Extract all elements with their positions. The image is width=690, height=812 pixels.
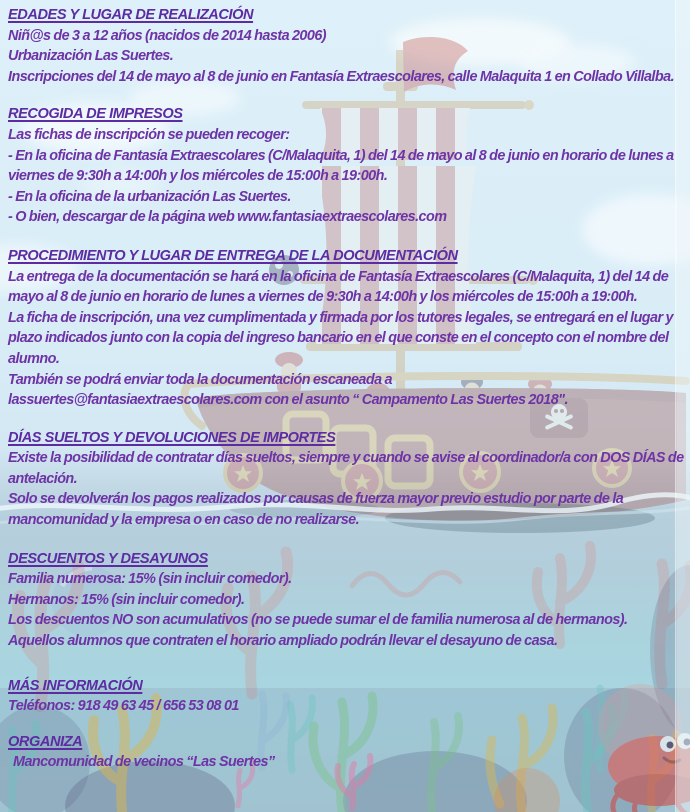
paragraph: Los descuentos NO son acumulativos (no se puede sumar el de familia numerosa al de hermanos). [8, 612, 628, 629]
paragraph-website: - O bien, descargar de la página web www.fantasiaextraescolares.com [8, 209, 447, 226]
section-heading: EDADES Y LUGAR DE REALIZACIÓN [8, 7, 254, 23]
section-heading: RECOGIDA DE IMPRESOS [8, 106, 183, 123]
paragraph: Niñ@s de 3 a 12 años (nacidos de 2014 hasta 2006) [8, 27, 327, 44]
paragraph: Las fichas de inscripción se pueden recoger: [8, 126, 290, 143]
section-heading: MÁS INFORMACIÓN [8, 677, 143, 694]
section-descuentos [8, 549, 684, 652]
paragraph: Solo se devolverán los pagos realizados por causas de fuerza mayor previo estudio por parte de la mancomunidad y la empresa o en caso de no realizarse. [8, 491, 624, 529]
paragraph: La entrega de la documentación se hará en la oficina de Fantasía Extraescolares (C/Malaquita, 1) del 14 de mayo al 8 de junio en horario de lunes a viernes de 9:30h a 14:00h y los miércoles de 15:00h a 19:00h. [8, 268, 669, 306]
section-organiza [8, 732, 684, 773]
paragraph: Familia numerosa: 15% (sin incluir comedor). [8, 571, 292, 588]
section-heading: ORGANIZA [8, 733, 83, 750]
paragraph: Existe la posibilidad de contratar días sueltos, siempre y cuando se avise al coordinador/a con DOS DÍAS de antelación. [8, 450, 684, 487]
paragraph: Urbanización Las Suertes. [8, 48, 174, 65]
section-heading: DESCUENTOS Y DESAYUNOS [8, 550, 208, 567]
paragraph: Inscripciones del 14 de mayo al 8 de junio en Fantasía Extraescolares, calle Malaquita 1 en Collado Villalba. [8, 68, 675, 85]
paragraph: También se podrá enviar toda la documentación escaneada a [8, 371, 392, 388]
section-recogida [8, 104, 684, 228]
section-dias-sueltos [8, 428, 684, 531]
paragraph: - En la oficina de Fantasía Extraescolares (C/Malaquita, 1) del 14 de mayo al 8 de junio en horario de lunes a viernes de 9:30h a 14:00h y los miércoles de 15:00h a 19:00h. [8, 147, 674, 185]
paragraph-organizer: Mancomunidad de vecinos “Las Suertes” [13, 754, 275, 771]
section-heading: DÍAS SUELTOS Y DEVOLUCIONES DE IMPORTES [8, 429, 336, 446]
section-heading: PROCEDIMIENTO Y LUGAR DE ENTREGA DE LA DOCUMENTACIÓN [8, 247, 458, 264]
section-mas-informacion [8, 676, 684, 717]
paragraph-email: lassuertes@fantasiaextraescolares.com con el asunto “ Campamento Las Suertes 2018". [8, 392, 568, 409]
paragraph: - En la oficina de la urbanización Las Suertes. [8, 188, 291, 205]
paragraph: La ficha de inscripción, una vez cumplimentada y firmada por los tutores legales, se entregará en el lugar y plazo indicados junto con la copia del ingreso bancario en el que conste en el concepto con el nombre del alumno. [8, 309, 673, 367]
paragraph: Hermanos: 15% (sin incluir comedor). [8, 591, 245, 608]
section-procedimiento [8, 246, 684, 411]
section-edades [8, 5, 684, 87]
paragraph-phones: Teléfonos: 918 49 63 45 / 656 53 08 01 [8, 698, 239, 715]
paragraph: Aquellos alumnos que contraten el horario ampliado podrán llevar el desayuno de casa. [8, 633, 558, 650]
